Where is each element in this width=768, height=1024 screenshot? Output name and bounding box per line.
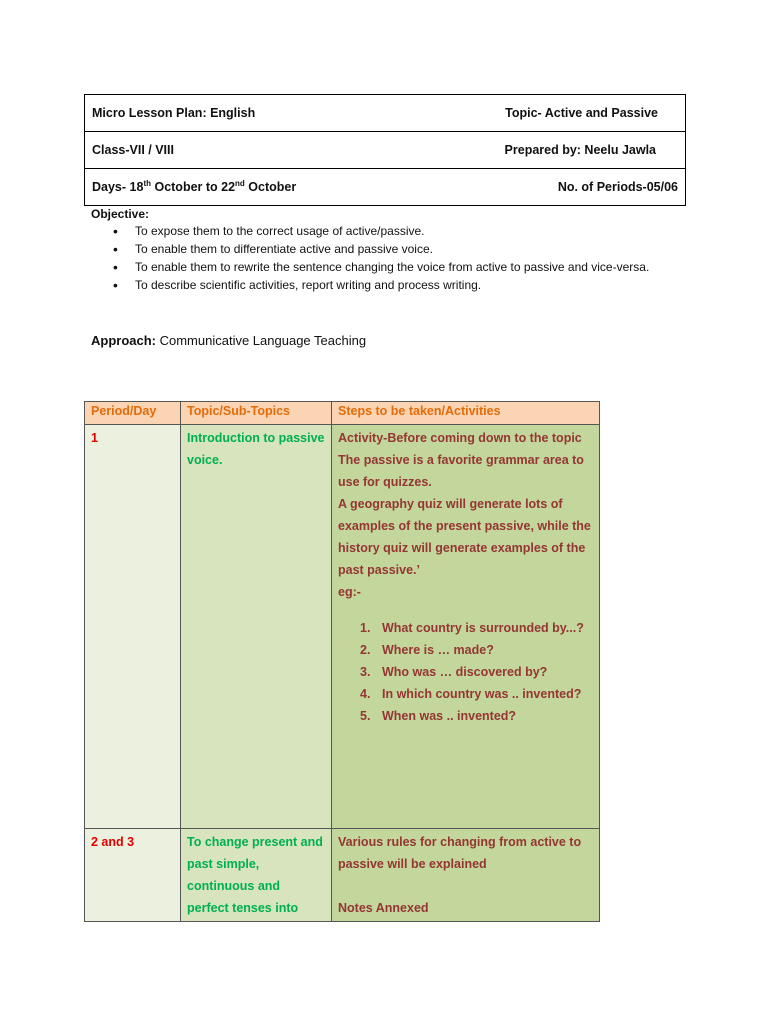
example-number: 1. xyxy=(360,621,371,635)
days-mid: October to 22 xyxy=(151,180,236,194)
row1-period: 1 xyxy=(85,425,181,829)
days-suffix: October xyxy=(244,180,297,194)
objective-item: • To enable them to rewrite the sentence changing the voice from active to passive and vice-versa. xyxy=(135,259,671,276)
lesson-topic: Topic- Active and Passive xyxy=(505,106,658,120)
example-text: In which country was .. invented? xyxy=(382,687,582,701)
example-number: 2. xyxy=(360,643,371,657)
col-header-topic: Topic/Sub-Topics xyxy=(181,402,332,425)
objective-item: • To expose them to the correct usage of active/passive. xyxy=(135,223,671,240)
example-text: When was .. invented? xyxy=(382,709,517,723)
example-text: Where is … made? xyxy=(382,643,494,657)
example-text: Who was … discovered by? xyxy=(382,665,548,679)
table-row xyxy=(85,829,600,922)
table-header-row xyxy=(85,402,600,425)
row1-activity-line: eg:- xyxy=(338,585,361,599)
list-item xyxy=(360,617,593,639)
example-questions-list xyxy=(338,617,593,727)
example-number: 3. xyxy=(360,665,371,679)
list-item xyxy=(360,661,593,683)
lesson-periods: No. of Periods-05/06 xyxy=(557,180,678,194)
lesson-days xyxy=(92,180,296,194)
lesson-prepared-by: Prepared by: Neelu Jawla xyxy=(504,143,656,157)
row2-activity-notes: Notes Annexed xyxy=(338,901,429,915)
example-number: 4. xyxy=(360,687,371,701)
row1-activities xyxy=(332,425,600,829)
days-prefix: Days- 18 xyxy=(92,180,144,194)
row1-topic: Introduction to passive voice. xyxy=(181,425,332,829)
objective-section xyxy=(91,207,671,295)
approach-value: Communicative Language Teaching xyxy=(156,333,367,348)
objective-label: Objective: xyxy=(91,207,150,221)
row2-period: 2 and 3 xyxy=(85,829,181,922)
col-header-period: Period/Day xyxy=(85,402,181,425)
example-number: 5. xyxy=(360,709,371,723)
lesson-activities-table xyxy=(84,401,600,922)
example-text: What country is surrounded by...? xyxy=(382,621,584,635)
row2-topic: To change present and past simple, continuous and perfect tenses into xyxy=(181,829,332,922)
row1-activity-line: The passive is a favorite grammar area to use for quizzes. xyxy=(338,453,584,489)
row1-activity-line: Activity-Before coming down to the topic xyxy=(338,431,582,445)
col-header-steps: Steps to be taken/Activities xyxy=(332,402,600,425)
days-sup-2: nd xyxy=(235,178,245,188)
row2-activities xyxy=(332,829,600,922)
objective-list xyxy=(91,223,671,294)
approach-label: Approach: xyxy=(91,333,156,348)
list-item xyxy=(360,683,593,705)
list-item xyxy=(360,639,593,661)
table-row xyxy=(85,425,600,829)
row2-activity-line: Various rules for changing from active to passive will be explained xyxy=(338,835,582,871)
list-item xyxy=(360,705,593,727)
lesson-class: Class-VII / VIII xyxy=(92,143,174,157)
header-row-2 xyxy=(85,132,686,169)
objective-item: • To enable them to differentiate active and passive voice. xyxy=(135,241,671,258)
header-row-1 xyxy=(85,95,686,132)
header-row-3 xyxy=(85,169,686,206)
approach-section xyxy=(91,333,366,348)
row2-spacer xyxy=(338,875,593,897)
row1-activity-line: A geography quiz will generate lots of examples of the present passive, while the history quiz will generate examples of the past passive.’ xyxy=(338,497,591,577)
lesson-title: Micro Lesson Plan: English xyxy=(92,106,256,120)
objective-item: • To describe scientific activities, report writing and process writing. xyxy=(135,277,671,294)
lesson-header-table xyxy=(84,94,686,206)
days-sup-1: th xyxy=(143,178,151,188)
